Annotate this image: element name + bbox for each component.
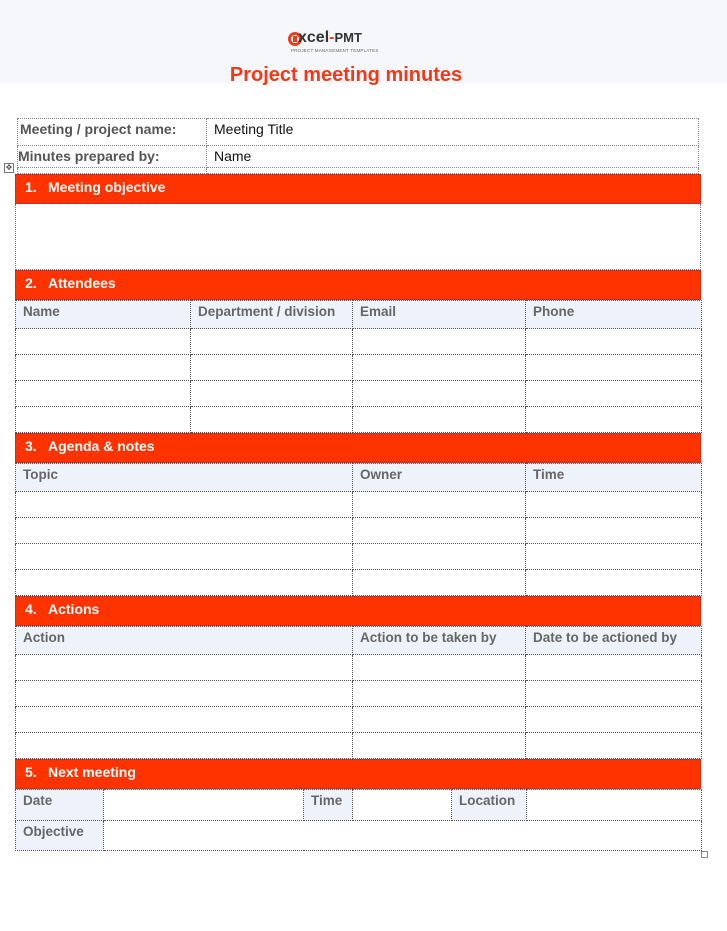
objective-field[interactable] <box>15 204 701 270</box>
table-cell[interactable] <box>16 733 353 759</box>
next-objective-field[interactable] <box>104 821 702 851</box>
table-cell[interactable] <box>16 655 353 681</box>
actions-table <box>15 626 702 759</box>
table-cell[interactable] <box>526 544 702 570</box>
table-move-handle-icon[interactable]: ✥ <box>5 163 13 172</box>
section-header-agenda: 3. Agenda & notes <box>15 433 701 463</box>
minutes-body <box>15 174 701 851</box>
table-cell[interactable] <box>16 492 353 518</box>
column-header-action-by: Action to be taken by <box>353 627 526 655</box>
column-header-topic: Topic <box>16 464 353 492</box>
table-cell[interactable] <box>526 407 702 433</box>
table-cell[interactable] <box>526 570 702 596</box>
column-header-owner: Owner <box>353 464 526 492</box>
next-location-label: Location <box>452 790 527 821</box>
table-cell[interactable] <box>191 407 353 433</box>
next-time-label: Time <box>304 790 353 821</box>
column-header-action: Action <box>16 627 353 655</box>
table-row <box>16 518 702 544</box>
table-row <box>16 570 702 596</box>
table-cell[interactable] <box>526 329 702 355</box>
column-header-email: Email <box>353 301 526 329</box>
table-cell[interactable] <box>353 655 526 681</box>
section-header-attendees: 2. Attendees <box>15 270 701 300</box>
table-cell[interactable] <box>353 381 526 407</box>
table-cell[interactable] <box>526 655 702 681</box>
column-header-name: Name <box>16 301 191 329</box>
table-row <box>16 329 702 355</box>
meta-spacer-cell <box>18 168 207 174</box>
table-row <box>16 655 702 681</box>
table-row <box>16 381 702 407</box>
table-cell[interactable] <box>16 707 353 733</box>
next-objective-label: Objective <box>16 821 104 851</box>
excel-pmt-logo <box>288 31 388 55</box>
table-cell[interactable] <box>526 707 702 733</box>
next-location-field[interactable] <box>527 790 702 821</box>
table-cell[interactable] <box>191 329 353 355</box>
table-cell[interactable] <box>353 733 526 759</box>
document-title[interactable]: Project meeting minutes <box>229 64 463 86</box>
meta-spacer-cell <box>207 168 699 174</box>
table-cell[interactable] <box>353 570 526 596</box>
table-row <box>16 492 702 518</box>
table-cell[interactable] <box>16 681 353 707</box>
next-time-field[interactable] <box>353 790 452 821</box>
table-cell[interactable] <box>16 329 191 355</box>
meeting-name-label: Meeting / project name: <box>18 119 207 146</box>
table-cell[interactable] <box>526 518 702 544</box>
table-cell[interactable] <box>526 492 702 518</box>
section-header-next-meeting: 5. Next meeting <box>15 759 701 789</box>
meeting-name-field[interactable]: Meeting Title <box>207 119 699 146</box>
next-meeting-table <box>15 789 702 851</box>
logo-wordmark: xcel-PMT <box>298 29 362 46</box>
table-cell[interactable] <box>16 381 191 407</box>
table-cell[interactable] <box>191 381 353 407</box>
table-row <box>16 355 702 381</box>
table-cell[interactable] <box>526 355 702 381</box>
column-header-phone: Phone <box>526 301 702 329</box>
attendees-table <box>15 300 702 433</box>
prepared-by-label: Minutes prepared by: <box>18 146 207 168</box>
table-row <box>16 544 702 570</box>
table-row <box>16 681 702 707</box>
table-resize-handle-icon[interactable] <box>701 851 708 858</box>
column-header-time: Time <box>526 464 702 492</box>
section-header-actions: 4. Actions <box>15 596 701 626</box>
table-cell[interactable] <box>191 355 353 381</box>
table-cell[interactable] <box>526 733 702 759</box>
table-cell[interactable] <box>353 681 526 707</box>
prepared-by-field[interactable]: Name <box>207 146 699 168</box>
logo-tagline: PROJECT MANAGEMENT TEMPLATES <box>291 48 379 53</box>
table-cell[interactable] <box>526 681 702 707</box>
table-cell[interactable] <box>16 407 191 433</box>
table-cell[interactable] <box>353 492 526 518</box>
meeting-info-table <box>17 118 699 174</box>
table-cell[interactable] <box>353 329 526 355</box>
table-cell[interactable] <box>353 707 526 733</box>
agenda-table <box>15 463 702 596</box>
table-cell[interactable] <box>353 355 526 381</box>
table-cell[interactable] <box>526 381 702 407</box>
table-cell[interactable] <box>16 355 191 381</box>
table-cell[interactable] <box>353 518 526 544</box>
table-row <box>16 707 702 733</box>
table-cell[interactable] <box>353 407 526 433</box>
next-date-field[interactable] <box>104 790 304 821</box>
table-cell[interactable] <box>16 570 353 596</box>
table-cell[interactable] <box>16 544 353 570</box>
table-row <box>16 733 702 759</box>
table-cell[interactable] <box>16 518 353 544</box>
table-row <box>16 407 702 433</box>
table-cell[interactable] <box>353 544 526 570</box>
section-header-objective: 1. Meeting objective <box>15 174 701 204</box>
next-date-label: Date <box>16 790 104 821</box>
column-header-department: Department / division <box>191 301 353 329</box>
column-header-action-date: Date to be actioned by <box>526 627 702 655</box>
